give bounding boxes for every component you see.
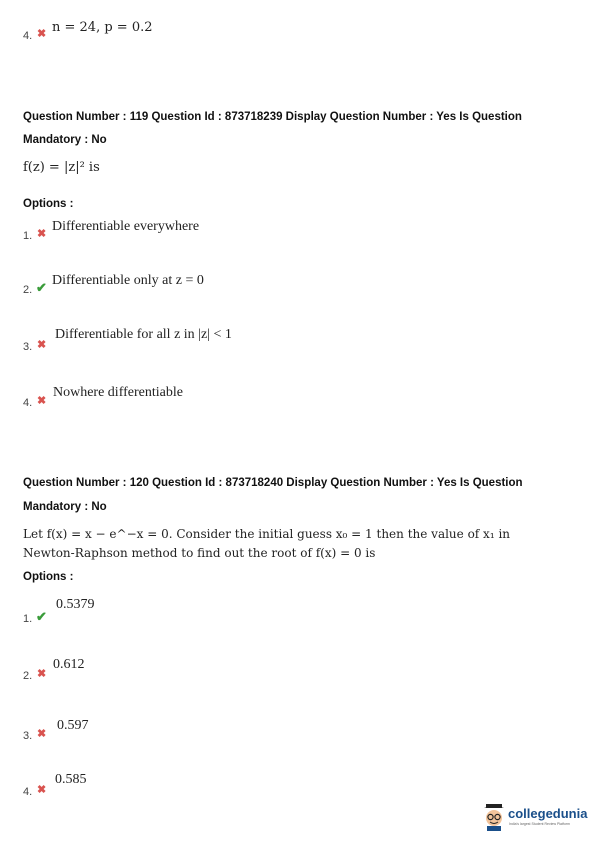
- q120-header-line1: Question Number : 120 Question Id : 873718240 Display Question Number : Yes Is Question: [23, 477, 523, 489]
- q119-header-line2: Mandatory : No: [23, 134, 107, 146]
- q120-question-line1: Let f(x) = x − e^−x = 0. Consider the initial guess x₀ = 1 then the value of x₁ in: [23, 527, 511, 541]
- cross-icon: ✖: [37, 668, 47, 680]
- q119-option-4-number: 4.: [23, 397, 33, 409]
- q119-header-line1: Question Number : 119 Question Id : 873718239 Display Question Number : Yes Is Question: [23, 111, 522, 123]
- q120-option-1-text: 0.5379: [56, 597, 95, 612]
- q119-option-4-text: Nowhere differentiable: [53, 385, 183, 400]
- q119-option-3-text: Differentiable for all z in |z| < 1: [55, 327, 232, 342]
- q120-question-line2: Newton-Raphson method to find out the root of f(x) = 0 is: [23, 546, 376, 560]
- logo-name: collegedunia: [508, 806, 588, 821]
- cross-icon: ✖: [37, 395, 47, 407]
- q120-option-2-text: 0.612: [53, 657, 85, 672]
- q119-option-1-text: Differentiable everywhere: [52, 219, 200, 234]
- collegedunia-logo: [481, 803, 589, 833]
- cross-icon: ✖: [37, 339, 47, 351]
- q119-question: f(z) = |z|² is: [23, 160, 100, 175]
- q120-option-3-number: 3.: [23, 730, 33, 742]
- check-icon: ✔: [36, 280, 47, 295]
- cross-icon: ✖: [37, 28, 47, 40]
- check-icon: ✔: [36, 609, 47, 624]
- q120-option-1-number: 1.: [23, 613, 33, 625]
- q119-option-2-text: Differentiable only at z = 0: [52, 273, 204, 288]
- q120-options-label: Options :: [23, 571, 74, 583]
- logo-tagline: India's largest Student Review Platform: [509, 822, 570, 826]
- q120-header-line2: Mandatory : No: [23, 501, 107, 513]
- mascot-icon: [481, 803, 507, 831]
- q119-option-1-number: 1.: [23, 230, 33, 242]
- prev-option-text: n = 24, p = 0.2: [52, 20, 153, 35]
- q120-option-2-number: 2.: [23, 670, 33, 682]
- q120-option-4-text: 0.585: [55, 772, 87, 787]
- cross-icon: ✖: [37, 784, 47, 796]
- q120-option-4-number: 4.: [23, 786, 33, 798]
- q119-options-label: Options :: [23, 198, 74, 210]
- q119-option-2-number: 2.: [23, 284, 33, 296]
- q120-option-3-text: 0.597: [57, 718, 89, 733]
- cross-icon: ✖: [37, 228, 47, 240]
- q119-option-3-number: 3.: [23, 341, 33, 353]
- prev-option-number: 4.: [23, 30, 33, 42]
- cross-icon: ✖: [37, 728, 47, 740]
